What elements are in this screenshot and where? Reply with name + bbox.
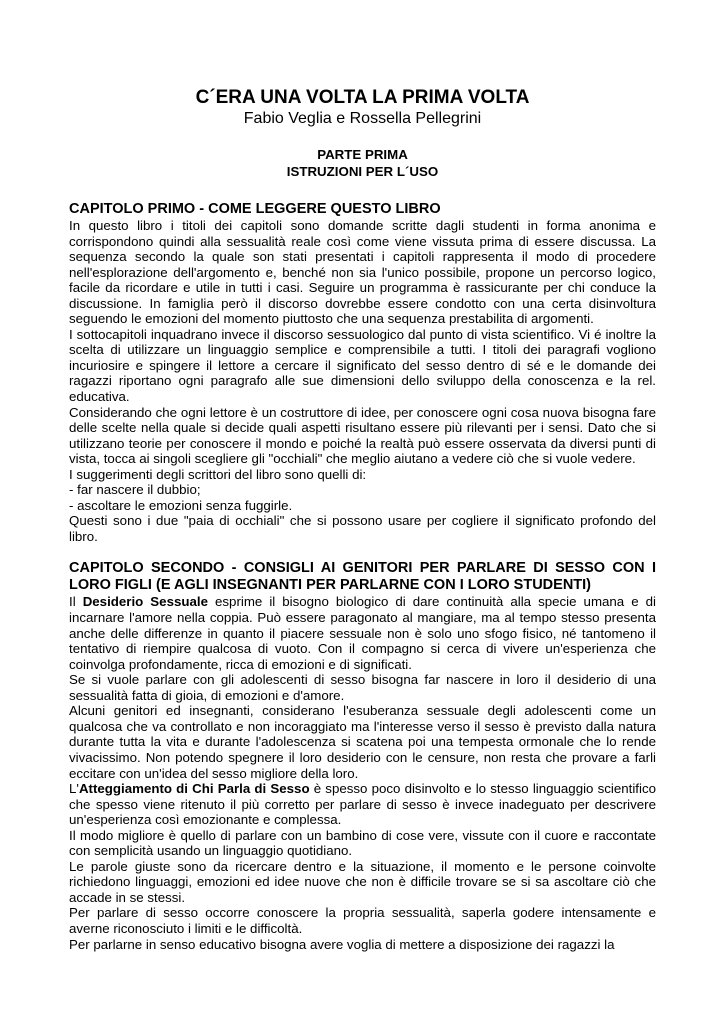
paragraph-lead: Il xyxy=(69,594,83,610)
emphasis-atteggiamento: Atteggiamento di Chi Parla di Sesso xyxy=(78,781,310,797)
paragraph-rest: è spesso poco disinvolto e lo stesso linguaggio scientifico che spesso viene ritenuto il più corretto per parlare di sesso è invece inadeguato per descrivere un'esperienza così emozionante e complessa. xyxy=(69,781,656,828)
chapter-1-list-item: - ascoltare le emozioni senza fuggirle. xyxy=(69,497,293,513)
part-title: PARTE PRIMA xyxy=(317,147,408,162)
chapter-1-paragraph: Considerando che ogni lettore è un costruttore di idee, per conoscere ogni cosa nuova bisogna fare delle scelte nella quale si decide quali aspetti risultano essere più rilevanti per i sensi. Dato che si utilizzano teorie per conoscere il mondo e poiché la realtà può essere osservata da diversi punti di vista, tocca ai singoli scegliere gli "occhiali" che meglio aiutano a vedere ciò che si vuole vedere. xyxy=(69,404,656,467)
emphasis-desiderio-sessuale: Desiderio Sessuale xyxy=(82,594,208,610)
chapter-1-paragraph: I sottocapitoli inquadrano invece il discorso sessuologico dal punto di vista scientifico. Vi é inoltre la scelta di utilizzare un linguaggio semplice e comprensibile a tutti. I titoli dei paragrafi vogliono incuriosire e spingere il lettore a cercare il significato del sesso dentro di sé e le domande dei ragazzi riportano ogni paragrafo alle sue dimensioni dello sviluppo della conoscenza e la rel. educativa. xyxy=(69,326,656,405)
chapter-1-list-item: - far nascere il dubbio; xyxy=(69,482,201,498)
chapter-1-paragraph: I suggerimenti degli scrittori del libro sono quelli di: xyxy=(69,466,367,482)
chapter-1-paragraph: Questi sono i due "paia di occhiali" che si possono usare per cogliere il significato profondo del libro. xyxy=(69,513,656,544)
chapter-1-heading: CAPITOLO PRIMO - COME LEGGERE QUESTO LIBRO xyxy=(69,201,441,217)
chapter-2-paragraph: Per parlarne in senso educativo bisogna avere voglia di mettere a disposizione dei ragazzi la xyxy=(69,936,615,952)
chapter-2-paragraph xyxy=(69,781,656,828)
chapter-2-paragraph: Se si vuole parlare con gli adolescenti di sesso bisogna far nascere in loro il desiderio di una sessualità fatta di gioia, di emozioni e d'amore. xyxy=(69,672,656,703)
paragraph-rest: esprime il bisogno biologico di dare continuità alla specie umana e di incarnare l'amore nella coppia. Può essere paragonato al mangiare, ma al tempo stesso presenta anche delle differenze in quanto il piacere sessuale non è solo uno sfogo fisico, né tantomeno il tentativo di riempire qualcosa di vuoto. Con il compagno si cerca di vivere un'esperienza che coinvolga profondamente, ricca di emozioni e di significati. xyxy=(69,594,657,672)
chapter-2-paragraph: Le parole giuste sono da ricercare dentro e la situazione, il momento e le persone coinvolte richiedono linguaggi, emozioni ed idee nuove che non è difficile trovare se si sa ascoltare ciò che accade in se stessi. xyxy=(69,858,656,905)
document-title: C´ERA UNA VOLTA LA PRIMA VOLTA xyxy=(195,87,530,108)
chapter-1-paragraph: In questo libro i titoli dei capitoli sono domande scritte dagli studenti in forma anonima e corrispondono quindi alla sessualità reale così come viene vissuta prima di essere discussa. La sequenza secondo la quale son stati presentati i capitoli rappresenta il modo di procedere nell'esplorazione dell'argomento e, benché non sia l'unico possibile, propone un percorso logico, facile da ricordare e utile in tutti i casi. Seguire un programma è rassicurante per chi conduce la discussione. In famiglia però il discorso dovrebbe essere condotto con una certa disinvoltura seguendo le emozioni del momento piuttosto che una sequenza prestabilita di argomenti. xyxy=(69,218,656,327)
chapter-2-heading: CAPITOLO SECONDO - CONSIGLI AI GENITORI PER PARLARE DI SESSO CON I LORO FIGLI (E AGLI INSEGNANTI PER PARLARNE CON I LORO STUDENTI) xyxy=(69,560,656,594)
chapter-2-paragraph: Il modo migliore è quello di parlare con un bambino di cose vere, vissute con il cuore e raccontate con semplicità usando un linguaggio quotidiano. xyxy=(69,827,656,859)
document-page xyxy=(69,86,656,952)
chapter-2-paragraph: Per parlare di sesso occorre conoscere la propria sessualità, saperla godere intensamente e averne riconosciuto i limiti e le difficoltà. xyxy=(69,905,656,936)
paragraph-lead: L' xyxy=(69,781,79,797)
chapter-2-paragraph xyxy=(69,594,656,672)
part-subtitle: ISTRUZIONI PER L´USO xyxy=(286,163,439,179)
document-authors: Fabio Veglia e Rossella Pellegrini xyxy=(243,110,482,127)
chapter-2-paragraph: Alcuni genitori ed insegnanti, considerano l'esuberanza sessuale degli adolescenti come un qualcosa che va controllato e non incoraggiato ma l'interesse verso il sesso è previsto dalla natura durante tutta la vita e durante l'adolescenza si scatena poi una tempesta ormonale che lo rende vivacissimo. Non potendo spegnere il loro desiderio con le censure, non resta che provare a farli eccitare con un'idea del sesso migliore della loro. xyxy=(69,703,656,781)
